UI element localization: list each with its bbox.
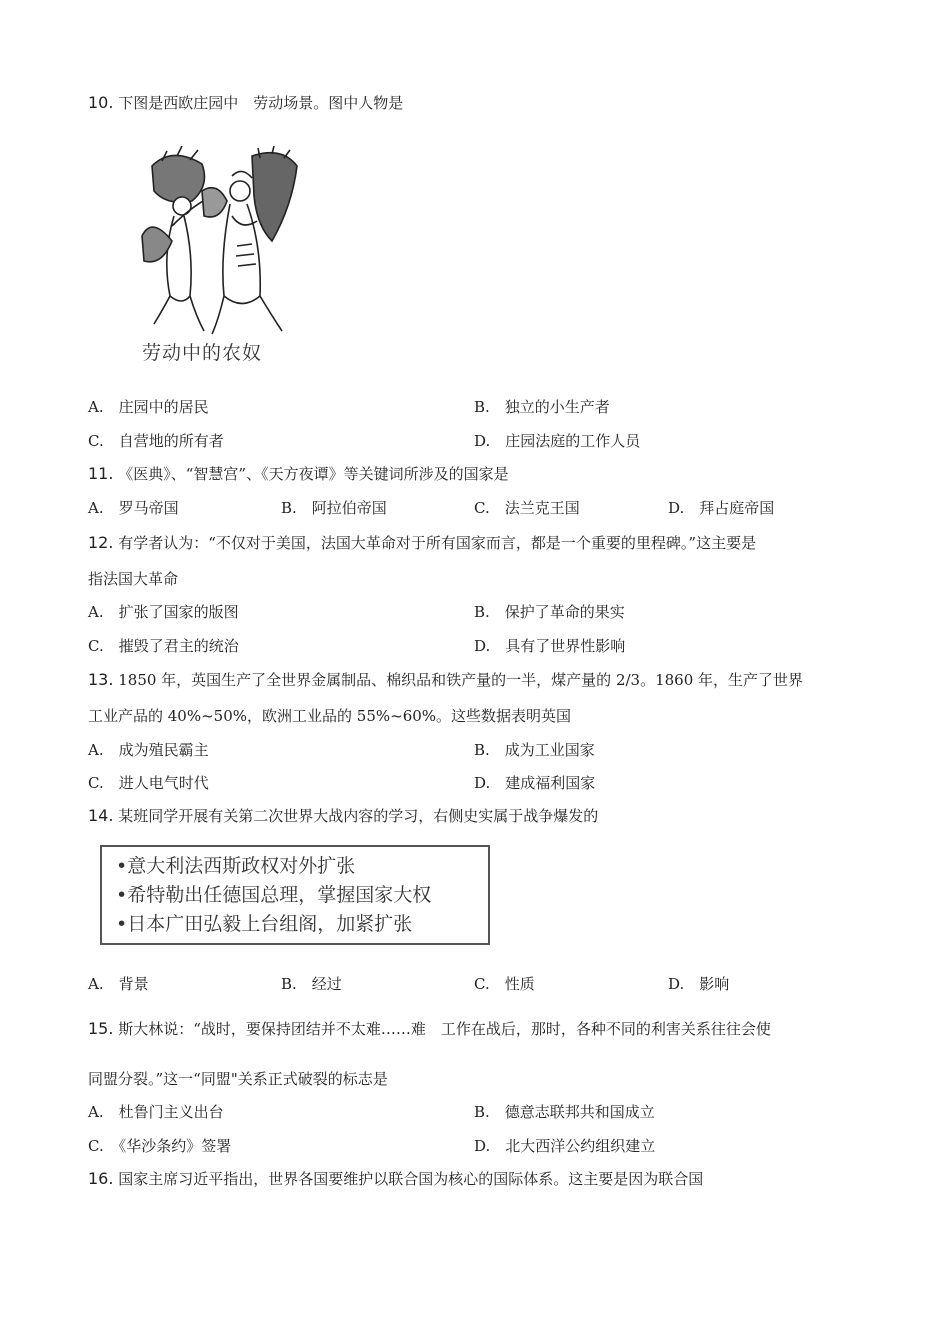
question-text: 某班同学开展有关第二次世界大战内容的学习，右侧史实属于战争爆发的: [118, 807, 599, 825]
question-10-stem: [88, 93, 403, 113]
q10-option-b[interactable]: B. 独立的小生产者: [474, 398, 610, 416]
q15-option-a[interactable]: A. 杜鲁门主义出台: [88, 1103, 224, 1121]
q15-option-b[interactable]: B. 德意志联邦共和国成立: [474, 1103, 655, 1121]
question-15-stem-cont: 同盟分裂。”这一“同盟"关系正式破裂的标志是: [88, 1070, 388, 1088]
q10-option-a[interactable]: A. 庄园中的居民: [88, 398, 209, 416]
q10-option-d[interactable]: D. 庄园法庭的工作人员: [474, 432, 641, 450]
question-number: 12.: [88, 533, 114, 552]
q13-option-c[interactable]: C. 进人电气时代: [88, 774, 209, 792]
question-text: 斯大林说：“战时，要保持团结并不太难……难 工作在战后，那时，各种不同的利害关系往往会使: [118, 1020, 771, 1038]
historical-facts-box: [100, 845, 490, 945]
question-text: 下图是西欧庄园中 劳动场景。图中人物是: [118, 94, 404, 112]
question-14-stem: [88, 806, 598, 826]
question-number: 10.: [88, 93, 114, 112]
q12-option-a[interactable]: A. 扩张了国家的版图: [88, 603, 239, 621]
question-13-stem-cont: 工业产品的 40%~50%，欧洲工业品的 55%~60%。这些数据表明英国: [88, 707, 572, 725]
question-number: 16.: [88, 1169, 114, 1188]
q15-option-d[interactable]: D. 北大西洋公约组织建立: [474, 1137, 656, 1155]
fact-item: •希特勒出任德国总理，掌握国家大权: [116, 884, 432, 906]
q14-option-c[interactable]: C. 性质: [474, 975, 535, 993]
question-11-stem: [88, 464, 509, 484]
fact-item: •日本广田弘毅上台组阁，加紧扩张: [116, 913, 413, 935]
question-text: 有学者认为：“不仅对于美国，法国大革命对于所有国家而言，都是一个重要的里程碑。”这主要是: [118, 534, 757, 552]
q12-option-d[interactable]: D. 具有了世界性影响: [474, 637, 626, 655]
q11-option-a[interactable]: A. 罗马帝国: [88, 499, 179, 517]
q14-option-d[interactable]: D. 影响: [668, 975, 730, 993]
q14-option-b[interactable]: B. 经过: [281, 975, 342, 993]
question-number: 13.: [88, 670, 114, 689]
question-13-stem: [88, 670, 803, 690]
q12-option-c[interactable]: C. 摧毁了君主的统治: [88, 637, 239, 655]
question-text: 1850 年，英国生产了全世界金属制品、棉织品和铁产量的一半，煤产量的 2/3。1860 年，生产了世界: [118, 671, 804, 689]
question-12-stem: [88, 533, 756, 553]
question-number: 11.: [88, 464, 114, 483]
q11-option-b[interactable]: B. 阿拉伯帝国: [281, 499, 387, 517]
q14-option-a[interactable]: A. 背景: [88, 975, 149, 993]
question-number: 15.: [88, 1019, 114, 1038]
q11-option-d[interactable]: D. 拜占庭帝国: [668, 499, 775, 517]
fact-item: •意大利法西斯政权对外扩张: [116, 855, 356, 877]
serfs-working-drawing: [132, 146, 302, 336]
q13-option-b[interactable]: B. 成为工业国家: [474, 741, 595, 759]
q10-option-c[interactable]: C. 自营地的所有者: [88, 432, 224, 450]
question-12-stem-cont: 指法国大革命: [88, 570, 179, 588]
q11-option-c[interactable]: C. 法兰克王国: [474, 499, 580, 517]
q13-option-a[interactable]: A. 成为殖民霸主: [88, 741, 209, 759]
question-16-stem: [88, 1169, 703, 1189]
question-number: 14.: [88, 806, 114, 825]
question-text: 国家主席习近平指出，世界各国要维护以联合国为核心的国际体系。这主要是因为联合国: [118, 1170, 704, 1188]
q15-option-c[interactable]: C. 《华沙条约》签署: [88, 1137, 232, 1155]
q12-option-b[interactable]: B. 保护了革命的果实: [474, 603, 625, 621]
question-text: 《医典》、“智慧宫”、《天方夜谭》等关键词所涉及的国家是: [118, 465, 509, 483]
figure-caption: 劳动中的农奴: [142, 342, 263, 364]
serf-illustration: [132, 146, 302, 366]
q13-option-d[interactable]: D. 建成福利国家: [474, 774, 596, 792]
question-15-stem: [88, 1019, 771, 1039]
